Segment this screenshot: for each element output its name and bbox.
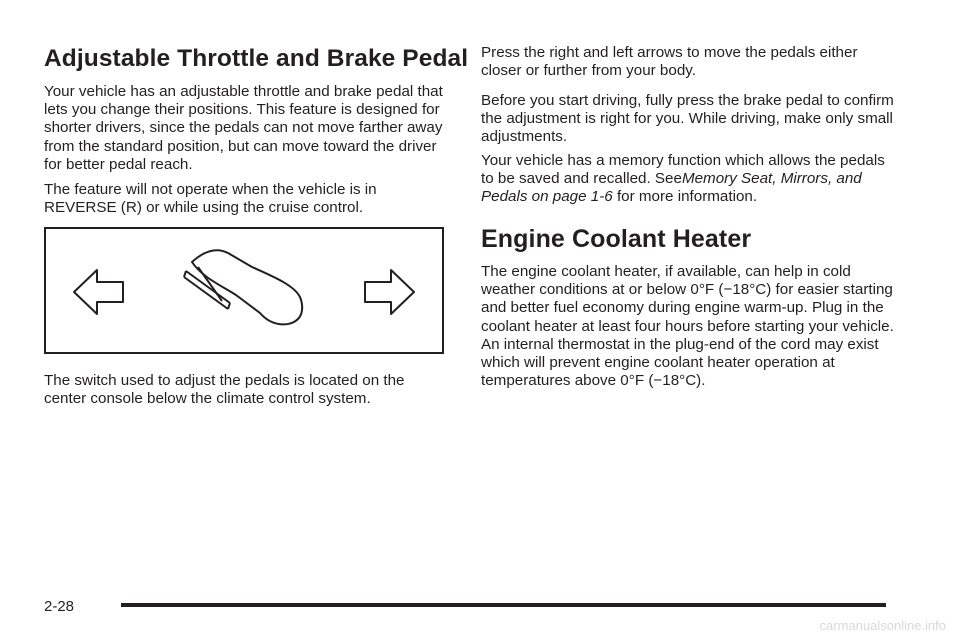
paragraph-pedal-limitations: The feature will not operate when the vehicle is in REVERSE (R) or while using the cruise control.: [44, 181, 377, 217]
memory-text-after: for more information.: [612, 188, 758, 206]
pedal-switch-figure: [44, 227, 444, 354]
footer-rule: [121, 603, 886, 607]
arrow-left-icon: [74, 270, 123, 314]
section-title-coolant-heater: Engine Coolant Heater: [481, 225, 752, 253]
paragraph-coolant-heater: The engine coolant heater, if available, can help in cold weather conditions at or below 0°F (−18°C) for easier starting and better fuel economy during engine warm-up. Plug in the coolant heater at least four hours before starting your vehicle. An internal thermostat in the plug-end of the cord may exist which will prevent engine coolant heater operation at temperatures above 0°F (−18°C).: [481, 263, 894, 390]
paragraph-before-driving: Before you start driving, fully press the brake pedal to confirm the adjustment is right for you. While driving, make only small adjustments.: [481, 92, 894, 146]
memory-text-before: Your vehicle has a memory function which allows the pedals to be saved and recalled. See: [481, 152, 885, 188]
pedal-foot-icon: [184, 250, 302, 324]
pedal-switch-illustration: [46, 229, 442, 352]
section-title-adjustable-pedal: Adjustable Throttle and Brake Pedal: [44, 45, 469, 72]
paragraph-pedal-intro: Your vehicle has an adjustable throttle and brake pedal that lets you change their positions. This feature is designed for shorter drivers, since the pedals can not move farther away from the standard position, but can move toward the driver for better pedal reach.: [44, 83, 443, 173]
paragraph-memory-function: [481, 152, 895, 207]
arrow-right-icon: [365, 270, 414, 314]
paragraph-switch-location: The switch used to adjust the pedals is located on the center console below the climate control system.: [44, 372, 405, 408]
memory-seat-page-reference: Memory Seat, Mirrors, and Pedals on page 1-6: [481, 170, 862, 206]
watermark: carmanualsonline.info: [819, 618, 946, 633]
paragraph-arrows: Press the right and left arrows to move the pedals either closer or further from your body.: [481, 44, 858, 80]
page-number: 2-28: [44, 598, 75, 615]
